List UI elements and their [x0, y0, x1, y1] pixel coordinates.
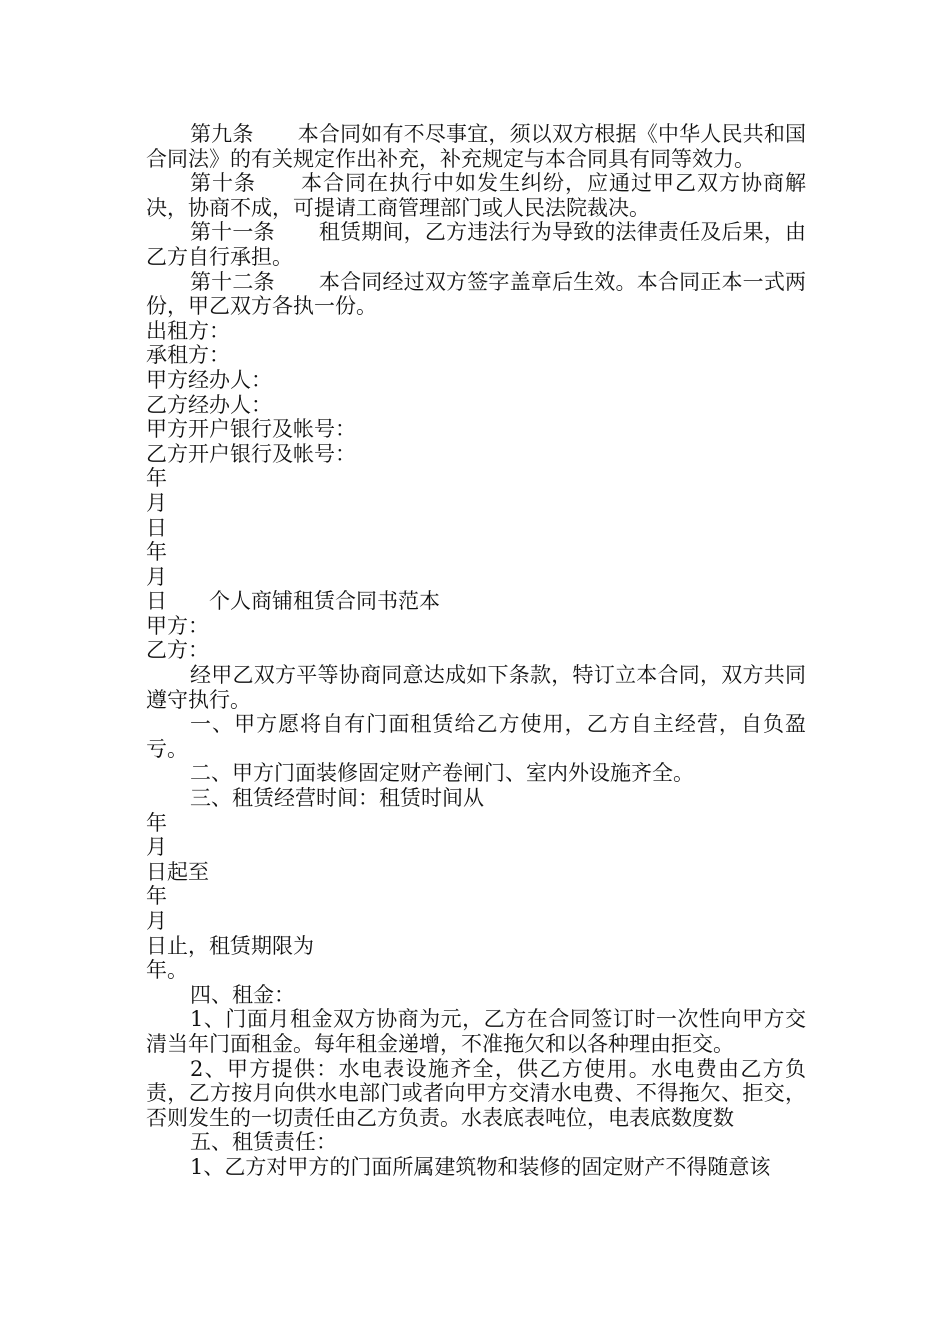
party-b-agent-label: 乙方经办人： [146, 392, 272, 417]
date-year: 年 [146, 466, 167, 491]
clause-text: 租赁期间，乙方违法行为导致的法律责任及后果，由乙方自行承担。 [146, 220, 807, 269]
party-a-label: 甲方： [146, 613, 209, 638]
clause-text: 本合同经过双方签字盖章后生效。本合同正本一式两份，甲乙双方各执一份。 [146, 269, 807, 319]
term-1: 一、甲方愿将自有门面租赁给乙方使用，乙方自主经营，自负盈亏。 [146, 712, 806, 761]
term-4: 四、租金： [190, 982, 295, 1007]
lessee-label: 承租方： [146, 343, 230, 368]
term-4-item-2: 2、甲方提供：水电表设施齐全，供乙方使用。水电费由乙方负责，乙方按月向供水电部门或者向甲方交清水电费、不得拖欠、拒交，否则发生的一切责任由乙方负责。水表底表吨位，电表底数度数 [146, 1056, 806, 1130]
term-3-month: 月 [146, 909, 167, 933]
clause-10 [146, 171, 806, 220]
clause-11 [146, 220, 806, 269]
party-b-bank-label: 乙方开户银行及帐号： [146, 441, 356, 466]
party-a-agent-label: 甲方经办人： [146, 367, 272, 392]
clause-heading: 第九条 [190, 122, 254, 146]
term-3: 三、租赁经营时间：租赁时间从 [190, 786, 484, 811]
section-title: 个人商铺租赁合同书范本 [209, 589, 440, 614]
term-3-year: 年 [146, 810, 167, 835]
term-3-day-end: 日止，租赁期限为 [146, 933, 314, 958]
date-month: 月 [146, 490, 167, 515]
term-3-year: 年 [146, 884, 167, 909]
clause-12 [146, 270, 806, 319]
clause-text: 本合同在执行中如发生纠纷，应通过甲乙双方协商解决，协商不成，可提请工商管理部门或人民法院裁决。 [146, 171, 806, 220]
term-3-day-start: 日起至 [146, 859, 209, 884]
term-5: 五、租赁责任： [190, 1130, 337, 1155]
term-2: 二、甲方门面装修固定财产卷闸门、室内外设施齐全。 [190, 761, 694, 786]
document-body [146, 122, 806, 1180]
clause-heading: 第十二条 [190, 269, 275, 294]
date-day: 日 [146, 589, 167, 614]
date-year: 年 [146, 540, 167, 565]
party-a-bank-label: 甲方开户银行及帐号： [146, 417, 356, 442]
party-b-label: 乙方： [146, 638, 209, 663]
clause-9 [146, 122, 806, 171]
date-day: 日 [146, 515, 167, 540]
term-3-period: 年。 [146, 958, 188, 983]
term-4-item-1: 1、门面月租金双方协商为元，乙方在合同签订时一次性向甲方交清当年门面租金。每年租金递增，不准拖欠和以各种理由拒交。 [146, 1007, 806, 1056]
term-5-item-1: 1、乙方对甲方的门面所属建筑物和装修的固定财产不得随意该 [190, 1154, 771, 1179]
clause-heading: 第十一条 [190, 220, 275, 245]
term-3-month: 月 [146, 835, 167, 860]
date-month: 月 [146, 564, 167, 589]
clause-text: 本合同如有不尽事宜，须以双方根据《中华人民共和国合同法》的有关规定作出补充，补充规定与本合同具有同等效力。 [146, 122, 807, 171]
date-day-with-title [146, 589, 806, 614]
clause-heading: 第十条 [190, 171, 256, 196]
lessor-label: 出租方： [146, 318, 230, 343]
preamble: 经甲乙双方平等协商同意达成如下条款，特订立本合同，双方共同遵守执行。 [146, 663, 806, 712]
